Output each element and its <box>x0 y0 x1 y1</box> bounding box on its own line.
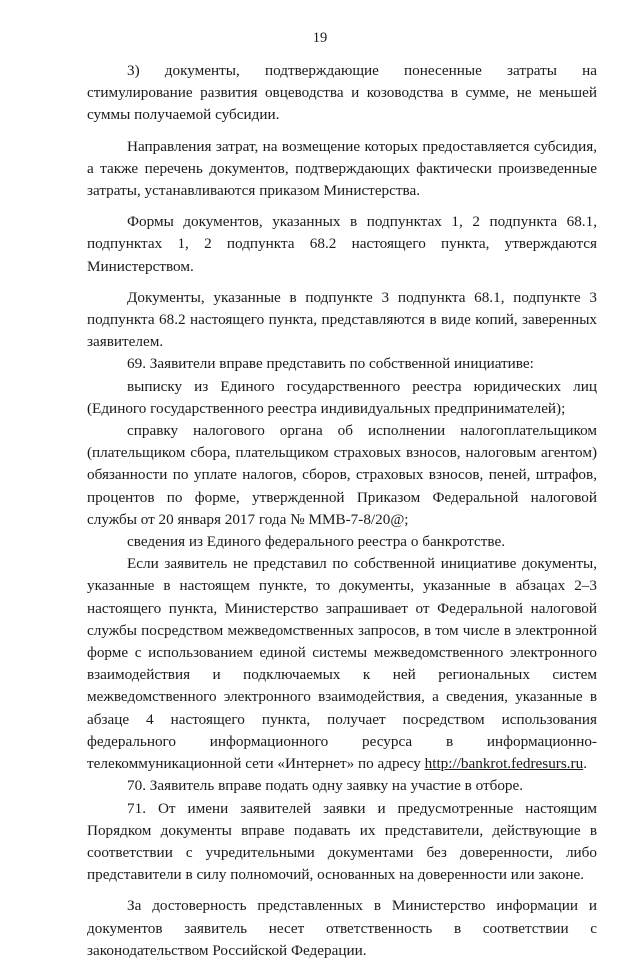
paragraph-69: 69. Заявители вправе представить по собственной инициативе: <box>127 355 534 373</box>
paragraph-copies-certified: Документы, указанные в подпункте 3 подпункта 68.1, подпункте 3 подпункта 68.2 настоящего пункта, представляются в виде копий, заверенных заявителем. <box>87 288 597 351</box>
fedresurs-link[interactable]: http://bankrot.fedresurs.ru <box>424 755 584 773</box>
paragraph-interagency-requests <box>87 553 597 775</box>
paragraph-docs-confirming-costs: 3) документы, подтверждающие понесенные затраты на стимулирование развития овцеводства и козоводства в сумме, не меньшей суммы получаемой субсидии. <box>87 62 597 124</box>
paragraph-tax-certificate: справку налогового органа об исполнении налогоплательщиком (плательщиком сбора, плательщиком страховых взносов, налоговым агентом) обязанности по уплате налогов, сборов, страховых взносов, пеней, штрафов, процентов по форме, утвержденной Приказом Федеральной налоговой службы от 20 января 2017 года № ММВ-7-8/20@; <box>87 422 597 528</box>
page-number: 19 <box>312 30 328 46</box>
paragraph-document-forms: Формы документов, указанных в подпунктах 1, 2 подпункта 68.1, подпунктах 1, 2 подпункта 68.2 настоящего пункта, утверждаются Министерством. <box>87 213 597 275</box>
paragraph-egrul-extract: выписку из Единого государственного реестра юридических лиц (Единого государственного реестра индивидуальных предпринимателей); <box>87 377 597 417</box>
paragraph-71: 71. От имени заявителей заявки и предусмотренные настоящим Порядком документы вправе подавать их представители, действующие в соответствии с учредительными документами без доверенности, либо представители в силу полномочий, основанных на доверенности или законе. <box>87 799 597 884</box>
paragraph-interagency-text: Если заявитель не представил по собственной инициативе документы, указанные в настоящем пункте, то документы, указанные в абзацах 2–3 настоящего пункта, Министерство запрашивает от Федеральной налоговой службы посредством межведомственных запросов, в том числе в электронной форме с использованием единой системы межведомственного электронного взаимодействия и подключаемых к ней региональных систем межведомственного электронного взаимодействия, а сведения, указанные в абзаце 4 настоящего пункта, получает посредством использования федерального информационного ресурса в информационно-телекоммуникационной сети «Интернет» по адресу <box>87 555 597 773</box>
paragraph-cost-directions: Направления затрат, на возмещение которых предоставляется субсидия, а также перечень документов, подтверждающих фактически произведенные затраты, устанавливаются приказом Министерства. <box>87 137 597 200</box>
paragraph-responsibility: За достоверность представленных в Министерство информации и документов заявитель несет ответственность в соответствии с законодательством Российской Федерации. <box>87 897 597 959</box>
paragraph-bankruptcy-register: сведения из Единого федерального реестра о банкротстве. <box>127 533 505 551</box>
document-body <box>87 60 597 962</box>
paragraph-70: 70. Заявитель вправе подать одну заявку на участие в отборе. <box>127 777 524 795</box>
link-suffix: . <box>583 755 588 773</box>
